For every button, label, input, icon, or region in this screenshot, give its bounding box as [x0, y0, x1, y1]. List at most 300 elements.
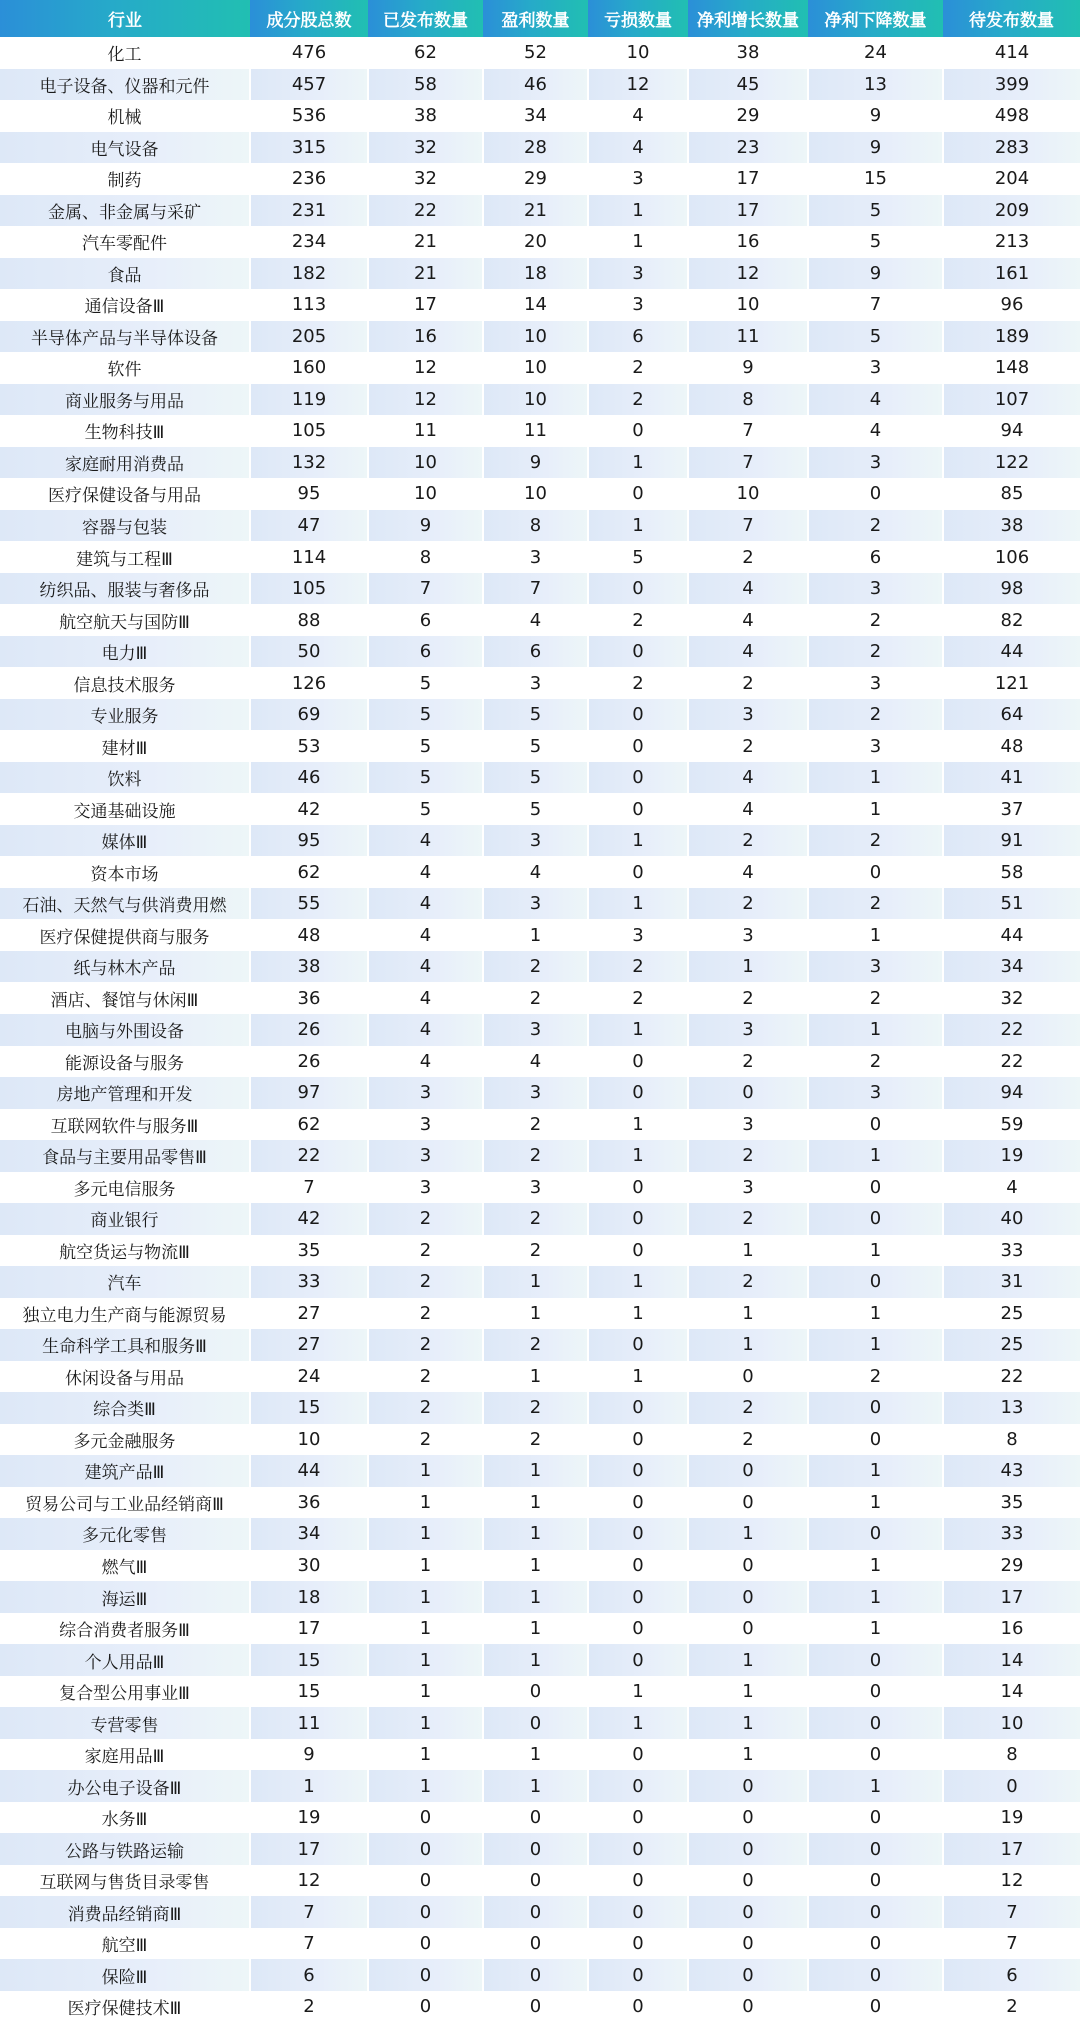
cell-net-profit-increase-count: 2: [688, 825, 808, 857]
cell-net-profit-decrease-count: 1: [808, 1770, 943, 1802]
cell-industry: 多元电信服务: [0, 1172, 250, 1204]
cell-total-constituents: 231: [250, 195, 368, 227]
cell-net-profit-increase-count: 1: [688, 1329, 808, 1361]
cell-net-profit-increase-count: 1: [688, 1707, 808, 1739]
cell-pending-count: 161: [943, 258, 1080, 290]
cell-industry: 电力Ⅲ: [0, 636, 250, 668]
cell-loss-count: 0: [588, 1550, 688, 1582]
cell-pending-count: 8: [943, 1739, 1080, 1771]
cell-total-constituents: 97: [250, 1077, 368, 1109]
table-row: [0, 195, 1080, 227]
header-published-count: 已发布数量: [368, 0, 483, 37]
cell-profit-count: 10: [483, 321, 588, 353]
cell-loss-count: 0: [588, 1928, 688, 1960]
cell-profit-count: 3: [483, 825, 588, 857]
cell-net-profit-decrease-count: 3: [808, 1077, 943, 1109]
cell-total-constituents: 6: [250, 1959, 368, 1991]
cell-published-count: 5: [368, 730, 483, 762]
cell-industry: 多元化零售: [0, 1518, 250, 1550]
cell-published-count: 22: [368, 195, 483, 227]
cell-net-profit-increase-count: 0: [688, 1613, 808, 1645]
cell-net-profit-decrease-count: 1: [808, 1455, 943, 1487]
cell-total-constituents: 22: [250, 1140, 368, 1172]
cell-profit-count: 8: [483, 510, 588, 542]
cell-total-constituents: 160: [250, 352, 368, 384]
cell-net-profit-decrease-count: 0: [808, 1424, 943, 1456]
cell-industry: 建筑产品Ⅲ: [0, 1455, 250, 1487]
cell-pending-count: 25: [943, 1298, 1080, 1330]
cell-loss-count: 6: [588, 321, 688, 353]
cell-pending-count: 33: [943, 1235, 1080, 1267]
cell-published-count: 6: [368, 604, 483, 636]
cell-industry: 能源设备与服务: [0, 1046, 250, 1078]
table-row: [0, 699, 1080, 731]
cell-total-constituents: 26: [250, 1014, 368, 1046]
cell-net-profit-increase-count: 3: [688, 919, 808, 951]
cell-industry: 建筑与工程Ⅲ: [0, 541, 250, 573]
cell-pending-count: 96: [943, 289, 1080, 321]
cell-loss-count: 0: [588, 1487, 688, 1519]
cell-net-profit-increase-count: 0: [688, 1896, 808, 1928]
cell-loss-count: 4: [588, 100, 688, 132]
cell-net-profit-decrease-count: 5: [808, 321, 943, 353]
cell-total-constituents: 19: [250, 1802, 368, 1834]
cell-published-count: 1: [368, 1676, 483, 1708]
cell-loss-count: 0: [588, 730, 688, 762]
cell-net-profit-increase-count: 7: [688, 510, 808, 542]
table-row: [0, 132, 1080, 164]
table-row: [0, 1077, 1080, 1109]
header-total-constituents: 成分股总数: [250, 0, 368, 37]
cell-net-profit-decrease-count: 1: [808, 1140, 943, 1172]
cell-industry: 建材Ⅲ: [0, 730, 250, 762]
cell-total-constituents: 27: [250, 1329, 368, 1361]
cell-pending-count: 91: [943, 825, 1080, 857]
cell-industry: 纺织品、服装与奢侈品: [0, 573, 250, 605]
cell-total-constituents: 17: [250, 1613, 368, 1645]
cell-profit-count: 2: [483, 1235, 588, 1267]
cell-published-count: 5: [368, 762, 483, 794]
cell-published-count: 7: [368, 573, 483, 605]
cell-net-profit-increase-count: 9: [688, 352, 808, 384]
cell-total-constituents: 36: [250, 1487, 368, 1519]
cell-profit-count: 10: [483, 352, 588, 384]
cell-net-profit-decrease-count: 1: [808, 1613, 943, 1645]
cell-industry: 休闲设备与用品: [0, 1361, 250, 1393]
cell-industry: 饮料: [0, 762, 250, 794]
cell-loss-count: 3: [588, 258, 688, 290]
cell-net-profit-decrease-count: 9: [808, 100, 943, 132]
cell-industry: 个人用品Ⅲ: [0, 1644, 250, 1676]
cell-net-profit-decrease-count: 2: [808, 888, 943, 920]
cell-pending-count: 44: [943, 636, 1080, 668]
cell-profit-count: 11: [483, 415, 588, 447]
cell-industry: 生物科技Ⅲ: [0, 415, 250, 447]
cell-net-profit-decrease-count: 4: [808, 415, 943, 447]
cell-profit-count: 2: [483, 1329, 588, 1361]
cell-net-profit-increase-count: 1: [688, 1235, 808, 1267]
cell-loss-count: 2: [588, 982, 688, 1014]
cell-published-count: 4: [368, 856, 483, 888]
cell-net-profit-increase-count: 0: [688, 1833, 808, 1865]
cell-loss-count: 3: [588, 163, 688, 195]
cell-net-profit-decrease-count: 3: [808, 447, 943, 479]
cell-loss-count: 1: [588, 825, 688, 857]
cell-net-profit-increase-count: 3: [688, 1172, 808, 1204]
cell-profit-count: 14: [483, 289, 588, 321]
cell-net-profit-increase-count: 16: [688, 226, 808, 258]
cell-profit-count: 3: [483, 888, 588, 920]
cell-published-count: 2: [368, 1266, 483, 1298]
cell-net-profit-decrease-count: 1: [808, 1235, 943, 1267]
cell-industry: 生命科学工具和服务Ⅲ: [0, 1329, 250, 1361]
cell-industry: 航空货运与物流Ⅲ: [0, 1235, 250, 1267]
cell-loss-count: 0: [588, 1770, 688, 1802]
cell-net-profit-increase-count: 1: [688, 1676, 808, 1708]
table-row: [0, 1707, 1080, 1739]
cell-profit-count: 1: [483, 919, 588, 951]
cell-pending-count: 12: [943, 1865, 1080, 1897]
cell-published-count: 0: [368, 1865, 483, 1897]
header-industry: 行业: [0, 0, 250, 37]
cell-net-profit-increase-count: 10: [688, 289, 808, 321]
cell-profit-count: 5: [483, 793, 588, 825]
cell-pending-count: 19: [943, 1802, 1080, 1834]
table-row: [0, 1487, 1080, 1519]
cell-total-constituents: 536: [250, 100, 368, 132]
header-pending-count: 待发布数量: [943, 0, 1080, 37]
cell-published-count: 10: [368, 447, 483, 479]
cell-pending-count: 17: [943, 1833, 1080, 1865]
cell-loss-count: 0: [588, 793, 688, 825]
cell-profit-count: 1: [483, 1644, 588, 1676]
cell-published-count: 6: [368, 636, 483, 668]
cell-pending-count: 33: [943, 1518, 1080, 1550]
cell-net-profit-decrease-count: 3: [808, 951, 943, 983]
table-row: [0, 478, 1080, 510]
cell-net-profit-increase-count: 4: [688, 793, 808, 825]
cell-profit-count: 1: [483, 1550, 588, 1582]
table-row: [0, 1865, 1080, 1897]
cell-industry: 航空航天与国防Ⅲ: [0, 604, 250, 636]
cell-net-profit-increase-count: 38: [688, 37, 808, 69]
cell-net-profit-decrease-count: 0: [808, 1896, 943, 1928]
cell-net-profit-increase-count: 0: [688, 1581, 808, 1613]
cell-net-profit-decrease-count: 0: [808, 1833, 943, 1865]
cell-industry: 汽车零配件: [0, 226, 250, 258]
cell-pending-count: 10: [943, 1707, 1080, 1739]
cell-net-profit-increase-count: 0: [688, 1991, 808, 2022]
cell-profit-count: 2: [483, 1424, 588, 1456]
cell-loss-count: 0: [588, 1581, 688, 1613]
table-row: [0, 163, 1080, 195]
cell-profit-count: 1: [483, 1298, 588, 1330]
cell-total-constituents: 36: [250, 982, 368, 1014]
cell-profit-count: 1: [483, 1361, 588, 1393]
cell-loss-count: 0: [588, 415, 688, 447]
cell-pending-count: 51: [943, 888, 1080, 920]
cell-profit-count: 5: [483, 699, 588, 731]
cell-net-profit-decrease-count: 2: [808, 636, 943, 668]
cell-published-count: 0: [368, 1833, 483, 1865]
table-row: [0, 1361, 1080, 1393]
cell-net-profit-decrease-count: 0: [808, 1109, 943, 1141]
cell-total-constituents: 12: [250, 1865, 368, 1897]
cell-net-profit-increase-count: 1: [688, 1644, 808, 1676]
cell-industry: 半导体产品与半导体设备: [0, 321, 250, 353]
cell-published-count: 1: [368, 1487, 483, 1519]
cell-loss-count: 2: [588, 667, 688, 699]
table-row: [0, 100, 1080, 132]
cell-net-profit-increase-count: 4: [688, 636, 808, 668]
cell-net-profit-increase-count: 7: [688, 415, 808, 447]
cell-industry: 房地产管理和开发: [0, 1077, 250, 1109]
table-row: [0, 447, 1080, 479]
cell-profit-count: 3: [483, 1077, 588, 1109]
cell-published-count: 0: [368, 1959, 483, 1991]
cell-industry: 互联网软件与服务Ⅲ: [0, 1109, 250, 1141]
cell-net-profit-decrease-count: 0: [808, 1959, 943, 1991]
cell-total-constituents: 119: [250, 384, 368, 416]
cell-total-constituents: 62: [250, 856, 368, 888]
cell-profit-count: 34: [483, 100, 588, 132]
cell-net-profit-increase-count: 2: [688, 1266, 808, 1298]
cell-total-constituents: 132: [250, 447, 368, 479]
table-row: [0, 919, 1080, 951]
cell-net-profit-decrease-count: 3: [808, 573, 943, 605]
cell-pending-count: 40: [943, 1203, 1080, 1235]
table-row: [0, 856, 1080, 888]
cell-profit-count: 0: [483, 1865, 588, 1897]
cell-profit-count: 7: [483, 573, 588, 605]
cell-loss-count: 0: [588, 1329, 688, 1361]
cell-industry: 水务Ⅲ: [0, 1802, 250, 1834]
cell-pending-count: 35: [943, 1487, 1080, 1519]
table-row: [0, 1896, 1080, 1928]
cell-net-profit-decrease-count: 1: [808, 1298, 943, 1330]
cell-total-constituents: 10: [250, 1424, 368, 1456]
cell-profit-count: 0: [483, 1928, 588, 1960]
cell-net-profit-decrease-count: 2: [808, 982, 943, 1014]
cell-pending-count: 121: [943, 667, 1080, 699]
cell-published-count: 10: [368, 478, 483, 510]
cell-net-profit-decrease-count: 4: [808, 384, 943, 416]
cell-net-profit-decrease-count: 9: [808, 132, 943, 164]
cell-industry: 商业银行: [0, 1203, 250, 1235]
cell-net-profit-increase-count: 0: [688, 1959, 808, 1991]
cell-profit-count: 0: [483, 1896, 588, 1928]
cell-published-count: 21: [368, 226, 483, 258]
cell-net-profit-decrease-count: 1: [808, 1581, 943, 1613]
cell-published-count: 2: [368, 1298, 483, 1330]
cell-published-count: 2: [368, 1392, 483, 1424]
cell-total-constituents: 24: [250, 1361, 368, 1393]
cell-published-count: 3: [368, 1109, 483, 1141]
cell-industry: 专营零售: [0, 1707, 250, 1739]
cell-published-count: 62: [368, 37, 483, 69]
cell-net-profit-increase-count: 45: [688, 69, 808, 101]
cell-industry: 综合消费者服务Ⅲ: [0, 1613, 250, 1645]
cell-net-profit-increase-count: 0: [688, 1487, 808, 1519]
cell-industry: 办公电子设备Ⅲ: [0, 1770, 250, 1802]
cell-industry: 食品: [0, 258, 250, 290]
cell-loss-count: 1: [588, 1676, 688, 1708]
cell-total-constituents: 47: [250, 510, 368, 542]
cell-net-profit-increase-count: 17: [688, 163, 808, 195]
cell-profit-count: 5: [483, 730, 588, 762]
cell-loss-count: 1: [588, 447, 688, 479]
cell-published-count: 4: [368, 1014, 483, 1046]
table-row: [0, 1770, 1080, 1802]
cell-profit-count: 3: [483, 667, 588, 699]
cell-loss-count: 1: [588, 1298, 688, 1330]
cell-loss-count: 1: [588, 1266, 688, 1298]
cell-published-count: 8: [368, 541, 483, 573]
cell-industry: 制药: [0, 163, 250, 195]
cell-pending-count: 7: [943, 1896, 1080, 1928]
cell-profit-count: 1: [483, 1518, 588, 1550]
cell-published-count: 4: [368, 1046, 483, 1078]
cell-total-constituents: 315: [250, 132, 368, 164]
cell-profit-count: 6: [483, 636, 588, 668]
cell-net-profit-decrease-count: 2: [808, 510, 943, 542]
cell-total-constituents: 46: [250, 762, 368, 794]
cell-profit-count: 1: [483, 1613, 588, 1645]
table-row: [0, 37, 1080, 69]
cell-published-count: 1: [368, 1739, 483, 1771]
cell-published-count: 38: [368, 100, 483, 132]
cell-loss-count: 0: [588, 1896, 688, 1928]
cell-profit-count: 18: [483, 258, 588, 290]
cell-loss-count: 2: [588, 352, 688, 384]
cell-total-constituents: 35: [250, 1235, 368, 1267]
table-row: [0, 1266, 1080, 1298]
cell-total-constituents: 234: [250, 226, 368, 258]
cell-industry: 医疗保健提供商与服务: [0, 919, 250, 951]
cell-profit-count: 1: [483, 1739, 588, 1771]
table-row: [0, 1014, 1080, 1046]
cell-profit-count: 2: [483, 1392, 588, 1424]
cell-profit-count: 28: [483, 132, 588, 164]
cell-industry: 电子设备、仪器和元件: [0, 69, 250, 101]
cell-loss-count: 1: [588, 1140, 688, 1172]
cell-loss-count: 0: [588, 1865, 688, 1897]
cell-net-profit-increase-count: 2: [688, 888, 808, 920]
cell-published-count: 2: [368, 1329, 483, 1361]
cell-total-constituents: 7: [250, 1896, 368, 1928]
cell-profit-count: 0: [483, 1707, 588, 1739]
table-row: [0, 1613, 1080, 1645]
cell-net-profit-increase-count: 2: [688, 1203, 808, 1235]
table-row: [0, 321, 1080, 353]
cell-total-constituents: 105: [250, 415, 368, 447]
cell-published-count: 1: [368, 1550, 483, 1582]
header-row: [0, 0, 1080, 37]
cell-published-count: 3: [368, 1172, 483, 1204]
cell-loss-count: 0: [588, 1959, 688, 1991]
cell-pending-count: 94: [943, 415, 1080, 447]
cell-published-count: 0: [368, 1928, 483, 1960]
cell-pending-count: 43: [943, 1455, 1080, 1487]
cell-industry: 电气设备: [0, 132, 250, 164]
cell-pending-count: 106: [943, 541, 1080, 573]
cell-net-profit-increase-count: 2: [688, 1424, 808, 1456]
cell-net-profit-increase-count: 0: [688, 1550, 808, 1582]
cell-total-constituents: 15: [250, 1676, 368, 1708]
cell-published-count: 4: [368, 825, 483, 857]
cell-net-profit-increase-count: 2: [688, 730, 808, 762]
cell-net-profit-decrease-count: 0: [808, 1707, 943, 1739]
cell-total-constituents: 476: [250, 37, 368, 69]
cell-net-profit-decrease-count: 1: [808, 919, 943, 951]
cell-net-profit-decrease-count: 9: [808, 258, 943, 290]
cell-industry: 家庭耐用消费品: [0, 447, 250, 479]
cell-published-count: 1: [368, 1518, 483, 1550]
cell-pending-count: 14: [943, 1644, 1080, 1676]
cell-loss-count: 0: [588, 478, 688, 510]
cell-industry: 软件: [0, 352, 250, 384]
cell-net-profit-decrease-count: 15: [808, 163, 943, 195]
cell-pending-count: 283: [943, 132, 1080, 164]
cell-loss-count: 0: [588, 1203, 688, 1235]
cell-total-constituents: 42: [250, 1203, 368, 1235]
cell-pending-count: 14: [943, 1676, 1080, 1708]
cell-pending-count: 19: [943, 1140, 1080, 1172]
cell-net-profit-increase-count: 10: [688, 478, 808, 510]
cell-total-constituents: 2: [250, 1991, 368, 2022]
cell-net-profit-increase-count: 29: [688, 100, 808, 132]
cell-pending-count: 17: [943, 1581, 1080, 1613]
cell-industry: 消费品经销商Ⅲ: [0, 1896, 250, 1928]
cell-loss-count: 0: [588, 1739, 688, 1771]
header-profit-count: 盈利数量: [483, 0, 588, 37]
table-row: [0, 352, 1080, 384]
cell-total-constituents: 38: [250, 951, 368, 983]
cell-published-count: 2: [368, 1424, 483, 1456]
cell-net-profit-increase-count: 3: [688, 1109, 808, 1141]
cell-net-profit-decrease-count: 0: [808, 1928, 943, 1960]
cell-net-profit-decrease-count: 0: [808, 1266, 943, 1298]
table-row: [0, 1581, 1080, 1613]
cell-net-profit-decrease-count: 5: [808, 226, 943, 258]
cell-loss-count: 0: [588, 1392, 688, 1424]
cell-published-count: 1: [368, 1707, 483, 1739]
cell-net-profit-increase-count: 0: [688, 1865, 808, 1897]
cell-published-count: 16: [368, 321, 483, 353]
table-row: [0, 982, 1080, 1014]
cell-pending-count: 38: [943, 510, 1080, 542]
cell-loss-count: 0: [588, 699, 688, 731]
cell-profit-count: 5: [483, 762, 588, 794]
cell-net-profit-decrease-count: 2: [808, 699, 943, 731]
table-row: [0, 636, 1080, 668]
table-row: [0, 1424, 1080, 1456]
table-row: [0, 667, 1080, 699]
cell-net-profit-increase-count: 8: [688, 384, 808, 416]
table-row: [0, 573, 1080, 605]
cell-pending-count: 4: [943, 1172, 1080, 1204]
table-row: [0, 1140, 1080, 1172]
table-row: [0, 415, 1080, 447]
cell-total-constituents: 7: [250, 1172, 368, 1204]
table-row: [0, 888, 1080, 920]
cell-industry: 医疗保健技术Ⅲ: [0, 1991, 250, 2022]
table-row: [0, 541, 1080, 573]
cell-loss-count: 12: [588, 69, 688, 101]
table-row: [0, 825, 1080, 857]
cell-pending-count: 107: [943, 384, 1080, 416]
cell-net-profit-increase-count: 4: [688, 573, 808, 605]
